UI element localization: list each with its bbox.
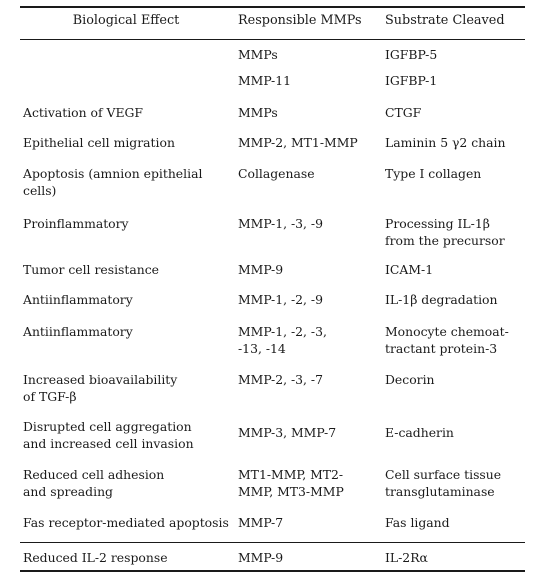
- row-5-mmps: Collagenase: [238, 166, 315, 181]
- header-substrate-cleaved: Substrate Cleaved: [385, 13, 505, 28]
- row-1-mmps: MMPs: [238, 47, 278, 62]
- row-8-effect: Antiinflammatory: [23, 292, 133, 307]
- row-14-effect: Reduced IL-2 response: [23, 550, 168, 565]
- header-rule: [20, 39, 525, 40]
- row-8-substrate: IL-1β degradation: [385, 292, 498, 307]
- top-rule: [20, 6, 525, 8]
- row-14-mmps: MMP-9: [238, 550, 284, 565]
- row-7-substrate: ICAM-1: [385, 262, 434, 277]
- row-6-effect: Proinflammatory: [23, 216, 129, 231]
- row-4-effect: Epithelial cell migration: [23, 135, 175, 150]
- footer-separator-rule: [20, 542, 525, 543]
- row-13-effect: Fas receptor-mediated apoptosis: [23, 515, 229, 530]
- row-5-effect: Apoptosis (amnion epithelial cells): [23, 166, 203, 198]
- row-6-mmps: MMP-1, -3, -9: [238, 216, 323, 231]
- row-3-substrate: CTGF: [385, 105, 422, 120]
- row-2-substrate: IGFBP-1: [385, 73, 438, 88]
- bottom-rule: [20, 570, 525, 572]
- row-10-effect: Increased bioavailability of TGF-β: [23, 372, 178, 404]
- row-6-substrate: Processing IL-1β from the precursor: [385, 216, 505, 248]
- header-biological-effect: Biological Effect: [72, 13, 180, 28]
- row-4-substrate: Laminin 5 γ2 chain: [385, 135, 506, 150]
- row-12-effect: Reduced cell adhesion and spreading: [23, 467, 165, 499]
- row-4-mmps: MMP-2, MT1-MMP: [238, 135, 358, 150]
- row-10-substrate: Decorin: [385, 372, 435, 387]
- row-12-mmps: MT1-MMP, MT2- MMP, MT3-MMP: [238, 467, 344, 499]
- row-13-substrate: Fas ligand: [385, 515, 450, 530]
- row-7-mmps: MMP-9: [238, 262, 284, 277]
- row-3-mmps: MMPs: [238, 105, 278, 120]
- row-2-mmps: MMP-11: [238, 73, 291, 88]
- row-12-substrate: Cell surface tissue transglutaminase: [385, 467, 502, 499]
- row-1-substrate: IGFBP-5: [385, 47, 438, 62]
- row-7-effect: Tumor cell resistance: [23, 262, 160, 277]
- row-10-mmps: MMP-2, -3, -7: [238, 372, 323, 387]
- row-9-substrate: Monocyte chemoat- tractant protein-3: [385, 324, 509, 356]
- row-11-substrate: E-cadherin: [385, 425, 454, 440]
- header-responsible-mmps: Responsible MMPs: [238, 13, 362, 28]
- row-13-mmps: MMP-7: [238, 515, 284, 530]
- row-11-effect: Disrupted cell aggregation and increased cell invasion: [23, 419, 194, 451]
- row-9-effect: Antiinflammatory: [23, 324, 133, 339]
- row-14-substrate: IL-2Rα: [385, 550, 428, 565]
- row-11-mmps: MMP-3, MMP-7: [238, 425, 337, 440]
- row-9-mmps: MMP-1, -2, -3, -13, -14: [238, 324, 327, 356]
- row-8-mmps: MMP-1, -2, -9: [238, 292, 323, 307]
- row-3-effect: Activation of VEGF: [23, 105, 144, 120]
- row-5-substrate: Type Ⅰ collagen: [385, 166, 482, 181]
